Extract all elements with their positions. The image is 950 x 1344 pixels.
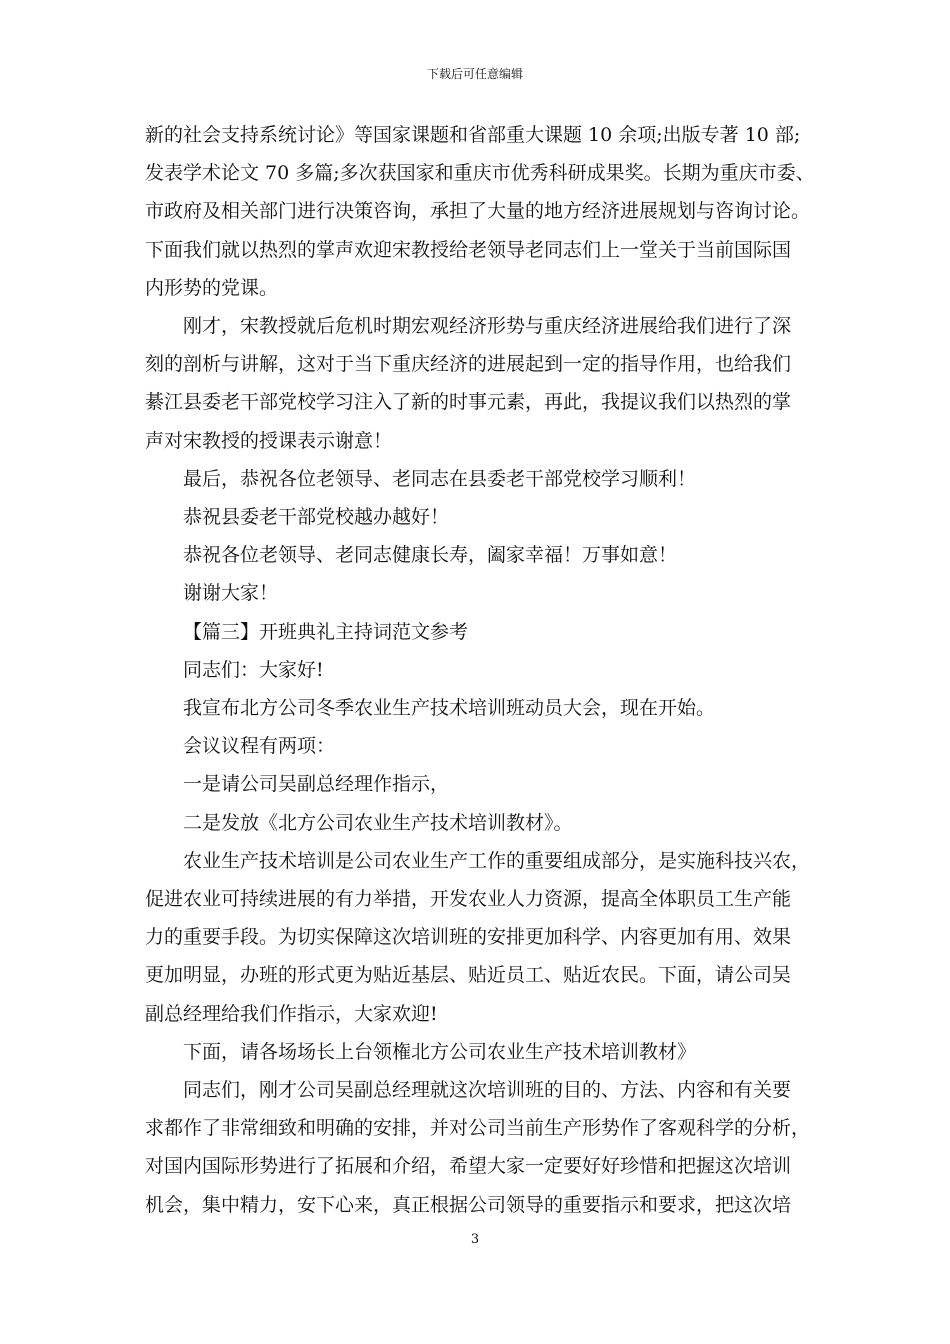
text-line: 下面我们就以热烈的掌声欢迎宋教授给老领导老同志们上一堂关于当前国际国 (145, 238, 792, 261)
page-number: 3 (470, 1232, 480, 1247)
text-line: 更加明显，办班的形式更为贴近基层、贴近员工、贴近农民。下面，请公司吴 (145, 964, 792, 987)
text-line: 同志们：大家好! (183, 658, 324, 681)
text-line: 恭祝各位老领导、老同志健康长寿，阖家幸福！万事如意！ (183, 544, 678, 567)
text-line: 对国内国际形势进行了拓展和介绍，希望大家一定要好好珍惜和把握这次培训 (145, 1155, 792, 1178)
text-line: 内形势的党课。 (145, 276, 279, 299)
text-line: 声对宋教授的授课表示谢意！ (145, 429, 393, 452)
document-body (145, 116, 821, 1224)
text-line: 【篇三】开班典礼主持词范文参考 (183, 620, 469, 643)
text-line: 綦江县委老干部党校学习注入了新的时事元素，再此，我提议我们以热烈的掌 (145, 391, 792, 414)
text-line: 农业生产技术培训是公司农业生产工作的重要组成部分，是实施科技兴农， (183, 849, 811, 872)
text-line: 市政府及相关部门进行决策咨询，承担了大量的地方经济进展规划与咨询讨论。 (145, 200, 811, 223)
text-line: 二是发放《北方公司农业生产技术培训教材》。 (183, 811, 573, 834)
text-line: 我宣布北方公司冬季农业生产技术培训班动员大会，现在开始。 (183, 697, 716, 720)
text-line: 机会，集中精力，安下心来，真正根据公司领导的重要指示和要求，把这次培 (145, 1193, 792, 1216)
text-line: 最后，恭祝各位老领导、老同志在县委老干部党校学习顺利！ (183, 467, 697, 490)
text-line: 同志们，刚才公司吴副总经理就这次培训班的目的、方法、内容和有关要 (183, 1079, 792, 1102)
text-line: 下面，请各场场长上台领権北方公司农业生产技术培训教材》 (183, 1040, 697, 1063)
text-line: 一是请公司吴副总经理作指示， (183, 773, 450, 796)
text-line: 恭祝县委老干部党校越办越好！ (183, 506, 450, 529)
text-line: 发表学术论文 70 多篇;多次获国家和重庆市优秀科研成果奖。长期为重庆市委、 (145, 162, 815, 185)
text-line: 刻的剖析与讲解，这对于当下重庆经济的进展起到一定的指导作用，也给我们 (145, 353, 792, 376)
text-line: 谢谢大家！ (183, 582, 279, 605)
text-line: 会议议程有两项： (183, 735, 336, 758)
text-line: 力的重要手段。为切实保障这次培训班的安排更加科学、内容更加有用、效果 (145, 926, 792, 949)
page-header: 下载后可任意编辑 (426, 67, 523, 81)
text-line: 促进农业可持续进展的有力举措，开发农业人力资源，提高全体职员工生产能 (145, 888, 792, 911)
text-line: 刚才，宋教授就后危机时期宏观经济形势与重庆经济进展给我们进行了深 (183, 315, 792, 338)
text-line: 求都作了非常细致和明确的安排，并对公司当前生产形势作了客观科学的分析， (145, 1117, 811, 1140)
text-line: 副总经理给我们作指示，大家欢迎! (145, 1002, 438, 1025)
text-line: 新的社会支持系统讨论》等国家课题和省部重大课题 10 余项;出版专著 10 部; (145, 124, 801, 146)
